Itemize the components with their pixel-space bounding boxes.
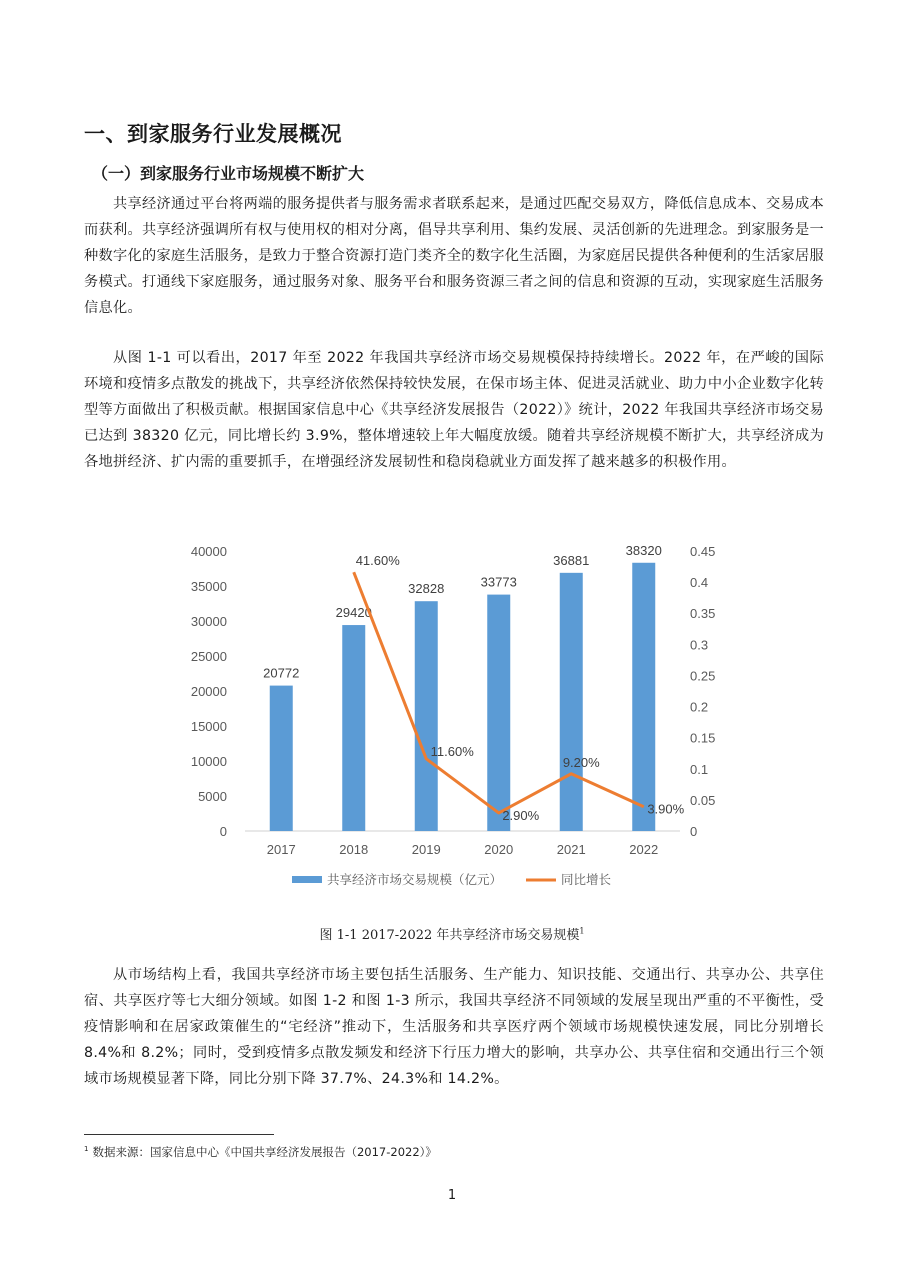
paragraph-market-structure: 从市场结构上看，我国共享经济市场主要包括生活服务、生产能力、知识技能、交通出行、共享办公、共享住宿、共享医疗等七大细分领域。如图 1-2 和图 1-3 所示，我国共享经济不同领域的发展呈现出严重的不平衡性，受疫情影响和在居家政策催生的“宅经济”推动下，生活服务和共享医疗两个领域市场规模快速发展，同比分别增长 8.4%和 8.2%；同时，受到疫情多点散发频发和经济下行压力增大的影响，共享办公、共享住宿和交通出行三个领域市场规模显著下降，同比分别下降 37.7%、24.3%和 14.2%。 xyxy=(84,967,824,1087)
paragraph-market-growth: 从图 1-1 可以看出，2017 年至 2022 年我国共享经济市场交易规模保持持续增长。2022 年，在严峻的国际环境和疫情多点散发的挑战下，共享经济依然保持较快发展，在保市场主体、促进灵活就业、助力中小企业数字化转型等方面做出了积极贡献。根据国家信息中心《共享经济发展报告（2022）》统计，2022 年我国共享经济市场交易已达到 38320 亿元，同比增长约 3.9%，整体增速较上年大幅度放缓。随着共享经济规模不断扩大，共享经济成为各地拼经济、扩内需的重要抓手，在增强经济发展韧性和稳岗稳就业方面发挥了越来越多的积极作用。 xyxy=(84,350,824,470)
bar xyxy=(415,601,438,831)
right-axis-tick-label: 0.15 xyxy=(690,730,716,746)
x-axis-tick-label: 2022 xyxy=(629,842,659,857)
right-axis-tick-label: 0.45 xyxy=(690,544,716,559)
figure-caption xyxy=(0,924,904,943)
left-axis-tick-label: 30000 xyxy=(190,614,227,629)
footnote-text: 数据来源：国家信息中心《中国共享经济发展报告（2017-2022）》 xyxy=(92,1145,437,1159)
chart-legend xyxy=(292,872,611,887)
left-axis-tick-label: 5000 xyxy=(198,789,227,804)
bar-data-label: 36881 xyxy=(553,552,590,568)
bar xyxy=(270,686,293,831)
legend-swatch-bar xyxy=(292,876,322,883)
bar-data-label: 32828 xyxy=(408,581,445,597)
line-data-label: 3.90% xyxy=(647,801,685,817)
bar-data-label: 29420 xyxy=(335,605,372,621)
right-axis-ticks xyxy=(690,544,715,839)
legend-label-bar: 共享经济市场交易规模（亿元） xyxy=(327,873,503,887)
right-axis-tick-label: 0.3 xyxy=(690,637,709,653)
x-axis-ticks xyxy=(267,842,658,857)
left-axis-ticks xyxy=(191,544,227,839)
left-axis-tick-label: 20000 xyxy=(190,684,227,699)
market-size-chart xyxy=(180,538,740,918)
left-axis-tick-label: 25000 xyxy=(190,649,227,664)
caption-text: 图 1-1 2017-2022 年共享经济市场交易规模 xyxy=(319,928,580,943)
line-data-label: 9.20% xyxy=(562,754,600,770)
left-axis-tick-label: 0 xyxy=(219,824,227,839)
page-number: 1 xyxy=(447,1188,457,1203)
x-axis-tick-label: 2021 xyxy=(556,842,586,857)
left-axis-tick-label: 15000 xyxy=(190,719,227,734)
bar xyxy=(632,563,655,831)
bar xyxy=(560,573,583,831)
right-axis-tick-label: 0.4 xyxy=(690,575,709,591)
bar-data-label: 20772 xyxy=(263,665,300,681)
x-axis-tick-label: 2019 xyxy=(411,842,441,857)
right-axis-tick-label: 0.1 xyxy=(690,761,709,777)
bar xyxy=(342,625,365,831)
left-axis-tick-label: 35000 xyxy=(190,579,227,594)
caption-footnote-mark: 1 xyxy=(579,926,585,936)
footnote-mark: 1 xyxy=(84,1145,89,1154)
bar-data-label: 33773 xyxy=(480,574,517,590)
left-axis-tick-label: 10000 xyxy=(190,754,227,769)
right-axis-tick-label: 0.05 xyxy=(690,792,716,808)
x-axis-tick-label: 2017 xyxy=(266,842,296,857)
footnote-divider xyxy=(84,1134,274,1135)
line-data-label: 41.60% xyxy=(355,553,400,569)
line-data-label: 2.90% xyxy=(502,807,540,823)
subsection-heading: （一）到家服务行业市场规模不断扩大 xyxy=(92,164,365,183)
line-data-label: 11.60% xyxy=(430,743,474,759)
bar xyxy=(487,595,510,831)
right-axis-tick-label: 0.25 xyxy=(690,668,716,684)
left-axis-tick-label: 40000 xyxy=(190,544,227,559)
footnote xyxy=(84,1144,437,1160)
bar-data-label: 38320 xyxy=(625,542,662,558)
paragraph-intro: 共享经济通过平台将两端的服务提供者与服务需求者联系起来，是通过匹配交易双方，降低信息成本、交易成本而获利。共享经济强调所有权与使用权的相对分离，倡导共享利用、集约发展、灵活创新的先进理念。到家服务是一种数字化的家庭生活服务，是致力于整合资源打造门类齐全的数字化生活圈，为家庭居民提供各种便利的生活家居服务模式。打通线下家庭服务，通过服务对象、服务平台和服务资源三者之间的信息和资源的互动，实现家庭生活服务信息化。 xyxy=(84,196,824,316)
legend-label-line: 同比增长 xyxy=(561,873,612,887)
right-axis-tick-label: 0 xyxy=(690,824,698,839)
right-axis-tick-label: 0.35 xyxy=(690,606,716,622)
x-axis-tick-label: 2018 xyxy=(339,842,369,857)
right-axis-tick-label: 0.2 xyxy=(690,699,709,715)
x-axis-tick-label: 2020 xyxy=(484,842,514,857)
section-heading: 一、到家服务行业发展概况 xyxy=(84,122,342,146)
